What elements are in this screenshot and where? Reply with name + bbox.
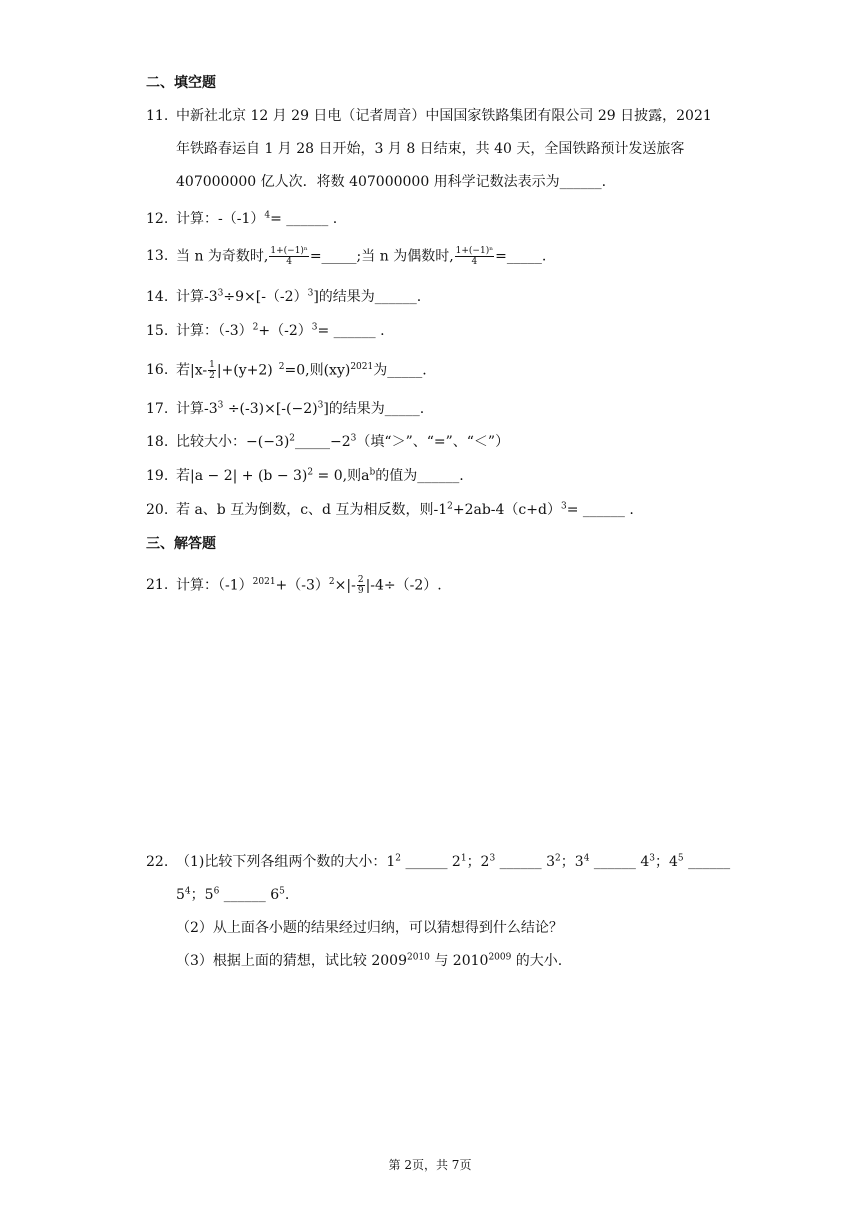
q20-exp-1: 2 xyxy=(447,501,453,512)
q14-part-b: ÷9×[-（-2） xyxy=(223,289,308,305)
q12-exponent: 4 xyxy=(264,210,271,221)
question-number-14: 14. xyxy=(146,289,169,305)
q15-exp-1: 2 xyxy=(252,322,259,333)
q22-l1-a: （1)比较下列各组两个数的大小：1 xyxy=(176,854,396,870)
q16-part-b: |+(y+2) xyxy=(216,362,273,379)
q13-fraction-2-denominator: 4 xyxy=(471,257,478,267)
q21-exp-1: 2021 xyxy=(252,576,276,587)
q21-part-b: +（-3） xyxy=(275,577,329,594)
question-11-line-1: 中新社北京 12 月 29 日电（记者周音）中国国家铁路集团有限公司 29 日披露，2021 xyxy=(176,108,712,124)
q14-exp-2: 3 xyxy=(307,288,314,299)
question-15-text xyxy=(176,321,385,341)
question-16-text xyxy=(176,360,427,381)
q22-exp-5: 4 xyxy=(583,853,590,864)
q14-part-c: ]的结果为______. xyxy=(313,289,422,305)
q20-exp-2: 3 xyxy=(560,501,567,512)
q18-exp-2: 3 xyxy=(350,433,357,444)
q22-exp-4: 2 xyxy=(555,853,561,864)
q16-part-d: 为_____. xyxy=(373,362,427,379)
q22-l1-b: ______ 2 xyxy=(401,854,461,870)
q21-part-c: ×|- xyxy=(334,577,356,594)
q16-part-a: 若|x- xyxy=(176,362,208,379)
question-number-13: 13. xyxy=(146,248,169,264)
question-13-text xyxy=(176,246,546,267)
q14-exp-1: 3 xyxy=(217,288,224,299)
q22-exp-1: 2 xyxy=(395,853,402,864)
question-number-17: 17. xyxy=(146,401,169,417)
question-17-text xyxy=(176,399,424,419)
q22-exp-2: 1 xyxy=(460,853,467,864)
q19-part-b: = 0,则a xyxy=(313,468,370,484)
q18-part-b: _____−2 xyxy=(295,434,351,450)
q16-fraction-numerator: 1 xyxy=(209,360,215,370)
q18-exp-1: 2 xyxy=(289,433,296,444)
q22-l2-c: ______ 6 xyxy=(219,887,280,903)
q22-l2-d: . xyxy=(284,887,290,903)
q16-fraction-denominator: 2 xyxy=(209,371,215,381)
q22-exp-9: 6 xyxy=(213,886,220,897)
question-number-19: 19. xyxy=(146,468,169,484)
q22-l1-c: ；2 xyxy=(466,854,490,870)
q20-part-c: = ______ . xyxy=(566,502,634,518)
q22-l2-b: ；5 xyxy=(190,887,214,903)
q13-part-a: 当 n 为奇数时, xyxy=(176,248,269,265)
q22-l1-f: ______ 4 xyxy=(589,854,650,870)
q16-exp-2: 2021 xyxy=(350,361,374,372)
q13-part-b: =_____;当 n 为偶数时, xyxy=(309,248,454,265)
question-number-11: 11. xyxy=(146,108,169,124)
q18-part-c: （填“＞”、“=”、“＜”） xyxy=(356,434,510,450)
question-22-line-1 xyxy=(176,852,730,872)
question-20-text xyxy=(176,500,634,520)
q22-l1-g: ；4 xyxy=(654,854,678,870)
q22-l2-a: 5 xyxy=(176,887,185,903)
q18-part-a: 比较大小：−(−3) xyxy=(176,434,290,450)
page-footer: 第 2页，共 7页 xyxy=(388,1158,472,1172)
question-14-text xyxy=(176,287,421,307)
q15-part-c: = ______ . xyxy=(317,323,385,339)
q20-part-b: +2ab-4（c+d） xyxy=(452,502,561,518)
q21-part-a: 计算：（-1） xyxy=(176,577,253,594)
question-number-21: 21. xyxy=(146,577,169,593)
q17-part-c: ]的结果为_____. xyxy=(323,401,425,417)
question-number-18: 18. xyxy=(146,434,169,450)
q17-part-b: ÷(-3)×[-(−2) xyxy=(223,401,318,417)
q16-fraction xyxy=(208,360,216,381)
question-11-line-3: 407000000 亿人次．将数 407000000 用科学记数法表示为______. xyxy=(176,174,607,190)
q21-fraction-denominator: 9 xyxy=(357,586,364,596)
q21-part-d: |-4÷（-2）. xyxy=(365,577,442,594)
question-21-text xyxy=(176,575,442,596)
q13-fraction-1-denominator: 4 xyxy=(286,257,292,267)
question-number-12: 12. xyxy=(146,211,169,227)
q22-p3-a: （3）根据上面的猜想，试比较 2009 xyxy=(176,953,407,969)
question-number-20: 20. xyxy=(146,502,169,518)
q15-part-a: 计算：（-3） xyxy=(176,323,253,339)
q19-exp-1: 2 xyxy=(307,467,314,478)
q22-l1-e: ；3 xyxy=(560,854,584,870)
q12-part-b: = ______ . xyxy=(270,211,338,227)
q15-part-b: +（-2） xyxy=(258,323,312,339)
q21-fraction-numerator: 2 xyxy=(357,575,364,585)
question-12-text xyxy=(176,209,337,229)
question-19-text xyxy=(176,466,464,486)
q16-exp-1: 2 xyxy=(278,361,285,372)
q14-part-a: 计算-3 xyxy=(176,289,218,305)
question-number-15: 15. xyxy=(146,323,169,339)
section-title-answer: 三、解答题 xyxy=(146,536,216,552)
question-22-part-3 xyxy=(176,951,562,971)
q15-exp-2: 3 xyxy=(311,322,318,333)
q12-part-a: 计算：-（-1） xyxy=(176,211,265,227)
q22-p3-b: 与 2010 xyxy=(429,953,489,969)
question-18-text xyxy=(176,432,509,452)
q20-part-a: 若 a、b 互为倒数，c、d 互为相反数，则-1 xyxy=(176,502,448,518)
q13-fraction-2-numerator: 1+(−1)ⁿ xyxy=(455,246,494,256)
q13-fraction-1-numerator: 1+(−1)ⁿ xyxy=(270,246,308,256)
q16-part-c: =0,则(xy) xyxy=(284,362,351,379)
q13-part-c: =_____. xyxy=(495,248,547,265)
q22-p3-exp-1: 2010 xyxy=(407,952,430,963)
q19-exp-2: b xyxy=(369,467,376,478)
q17-part-a: 计算-3 xyxy=(176,401,218,417)
q22-exp-3: 3 xyxy=(489,853,496,864)
q22-p3-c: 的大小. xyxy=(511,953,563,969)
q21-fraction xyxy=(357,575,365,596)
q22-exp-7: 5 xyxy=(677,853,684,864)
question-22-part-2: （2）从上面各小题的结果经过归纳，可以猜想得到什么结论？ xyxy=(176,920,563,936)
q22-exp-10: 5 xyxy=(279,886,285,897)
q21-exp-2: 2 xyxy=(328,576,335,587)
section-title-fill: 二、填空题 xyxy=(146,75,216,91)
q22-exp-6: 3 xyxy=(649,853,655,864)
q22-p3-exp-2: 2009 xyxy=(488,952,512,963)
q17-exp-1: 3 xyxy=(217,400,224,411)
q17-exp-2: 3 xyxy=(317,400,324,411)
question-number-22: 22. xyxy=(146,854,169,870)
q13-fraction-1 xyxy=(269,246,308,267)
q19-part-a: 若|a − 2| + (b − 3) xyxy=(176,468,308,484)
question-22-line-2 xyxy=(176,885,289,905)
q19-part-c: 的值为______. xyxy=(375,468,464,484)
q22-exp-8: 4 xyxy=(184,886,191,897)
question-number-16: 16. xyxy=(146,362,169,378)
q22-l1-d: ______ 3 xyxy=(495,854,556,870)
q13-fraction-2 xyxy=(455,246,494,267)
question-11-line-2: 年铁路春运自 1 月 28 日开始，3 月 8 日结束，共 40 天，全国铁路预计发送旅客 xyxy=(176,141,685,157)
q22-l1-h: ______ xyxy=(683,854,731,870)
